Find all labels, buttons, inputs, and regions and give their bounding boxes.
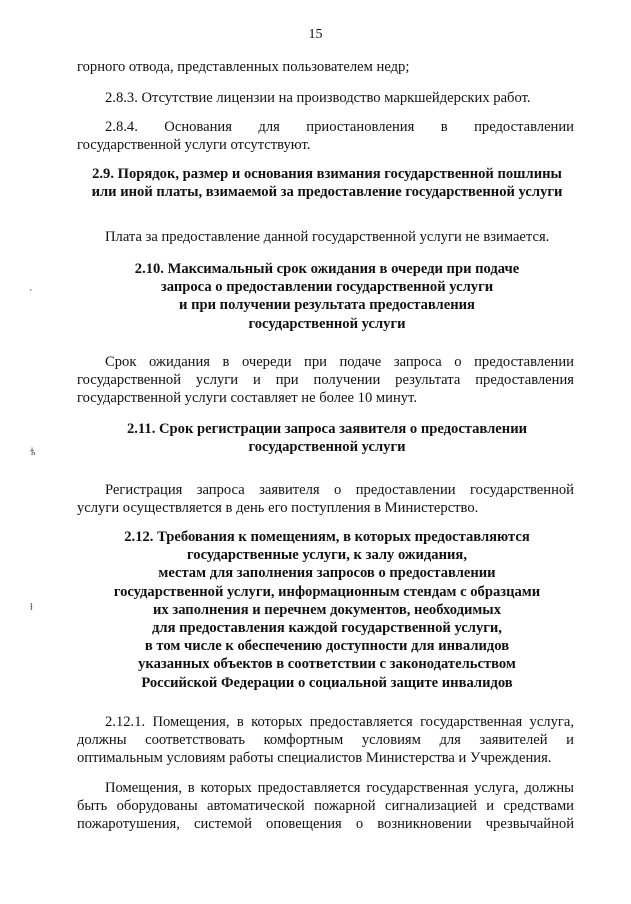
text-line: услуги осуществляется в день его поступления в Министерство. xyxy=(77,500,479,517)
paragraph-registration xyxy=(77,481,574,517)
paragraph-premises-equipment xyxy=(77,779,574,834)
text-line: 2.12.1. Помещения, в которых предоставляется государственная услуга, xyxy=(105,714,574,730)
section-heading-2-11 xyxy=(77,420,577,456)
text-line: должны соответствовать комфортным условиям для заявителей и xyxy=(77,732,574,749)
scan-margin-mark: ' xyxy=(30,288,32,299)
heading-line: государственной услуги xyxy=(248,315,406,332)
text-line: горного отвода, представленных пользователем недр; xyxy=(77,59,410,75)
heading-line: Российской Федерации о социальной защите инвалидов xyxy=(141,674,513,691)
text-line: государственной услуги и при получении результата предоставления xyxy=(77,372,574,389)
section-heading-2-12 xyxy=(77,528,577,692)
text-line: 2.8.3. Отсутствие лицензии на производство маркшейдерских работ. xyxy=(105,90,531,106)
paragraph-mining-allotment xyxy=(77,58,574,76)
heading-line: 2.11. Срок регистрации запроса заявителя о предоставлении xyxy=(126,421,528,437)
heading-line: или иной платы, взимаемой за предоставление государственной услуги xyxy=(91,184,563,201)
heading-line: местам для заполнения запросов о предоставлении xyxy=(158,565,496,582)
heading-line: государственной услуги xyxy=(248,439,406,456)
heading-line: в том числе к обеспечению доступности для инвалидов xyxy=(144,638,510,655)
heading-line: 2.12. Требования к помещениям, в которых предоставляются xyxy=(124,529,530,545)
text-line: Помещения, в которых предоставляется государственная услуга, должны xyxy=(105,780,574,796)
text-line: 2.8.4. Основания для приостановления в предоставлении xyxy=(105,119,574,135)
heading-line: и при получении результата предоставления xyxy=(179,297,475,314)
section-heading-2-10 xyxy=(77,260,577,333)
text-line: Регистрация запроса заявителя о предоставлении государственной xyxy=(105,482,574,498)
paragraph-2-8-4 xyxy=(77,118,574,154)
text-line: Плата за предоставление данной государственной услуги не взимается. xyxy=(105,229,550,245)
paragraph-fee xyxy=(77,228,574,246)
scan-margin-mark: ɫ xyxy=(30,602,33,613)
heading-line: 2.10. Максимальный срок ожидания в очереди при подаче xyxy=(134,261,520,277)
heading-line: их заполнения и перечнем документов, необходимых xyxy=(152,601,501,618)
paragraph-waiting-time xyxy=(77,353,574,408)
text-line: пожаротушения, системой оповещения о возникновении чрезвычайной xyxy=(77,816,574,833)
text-line: государственной услуги отсутствуют. xyxy=(77,137,311,154)
heading-line: государственной услуги, информационным стендам с образцами xyxy=(113,583,541,600)
text-line: оптимальным условиям работы специалистов Министерства и Учреждения. xyxy=(77,750,552,767)
section-heading-2-9 xyxy=(77,165,577,201)
text-line: быть оборудованы автоматической пожарной сигнализацией и средствами xyxy=(77,798,574,815)
heading-line: указанных объектов в соответствии с законодательством xyxy=(138,656,516,673)
paragraph-2-8-3 xyxy=(77,89,574,107)
heading-line: государственные услуги, к залу ожидания, xyxy=(187,547,467,564)
heading-line: запроса о предоставлении государственной услуги xyxy=(160,279,494,296)
heading-line: 2.9. Порядок, размер и основания взимания государственной пошлины xyxy=(92,166,562,182)
text-line: Срок ожидания в очереди при подаче запроса о предоставлении xyxy=(105,354,574,370)
heading-line: для предоставления каждой государственной услуги, xyxy=(152,620,502,637)
paragraph-2-12-1 xyxy=(77,713,574,768)
text-line: государственной услуги составляет не более 10 минут. xyxy=(77,390,417,407)
scan-margin-mark: ѣ xyxy=(30,447,36,458)
page-number: 15 xyxy=(308,27,323,42)
